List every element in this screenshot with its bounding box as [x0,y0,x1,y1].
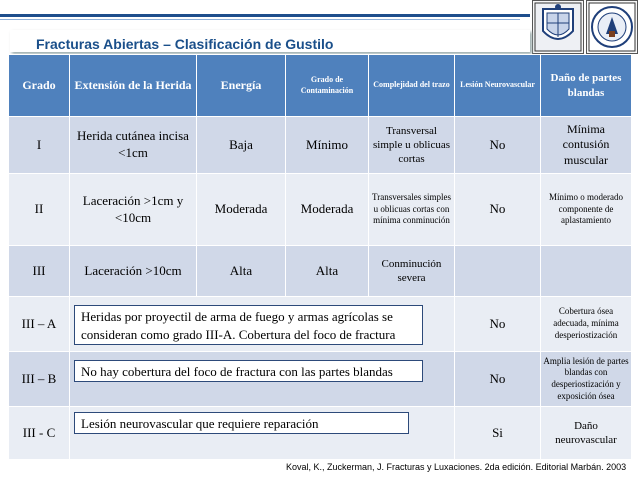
cell-neurovascular [455,246,541,297]
table-row [9,117,632,174]
header-grado: Grado [9,55,70,117]
cell-neurovascular: No [455,117,541,174]
cell-danio: Mínimo o moderado componente de aplastamiento [541,174,632,246]
cell-neurovascular: Si [455,407,541,460]
table-row [9,174,632,246]
cell-neurovascular: No [455,297,541,352]
cell-contaminacion: Moderada [286,174,369,246]
header-danio: Daño de partes blandas [541,55,632,117]
cell-neurovascular: No [455,174,541,246]
citation: Koval, K., Zuckerman, J. Fracturas y Luxaciones. 2da edición. Editorial Marbán. 2003 [286,462,627,472]
cell-grado: III [9,246,70,297]
cell-extension: Laceración >1cm y <10cm [70,174,197,246]
hospital-seal-logo [586,0,638,54]
header-neurovascular: Lesión Neurovascular [455,55,541,117]
cell-contaminacion: Alta [286,246,369,297]
cell-energia: Alta [197,246,286,297]
cell-complejidad: Conminución severa [369,246,455,297]
cell-complejidad: Transversal simple u oblicuas cortas [369,117,455,174]
cell-extension: Herida cutánea incisa <1cm [70,117,197,174]
note-grade-iiic: Lesión neurovascular que requiere reparación [74,412,409,434]
table-row [9,246,632,297]
cell-energia: Baja [197,117,286,174]
cell-complejidad: Transversales simples u oblicuas cortas con mínima conminución [369,174,455,246]
header-energia: Energía [197,55,286,117]
top-accent-line [0,19,520,20]
cell-energia: Moderada [197,174,286,246]
cell-neurovascular: No [455,352,541,407]
note-grade-iiia: Heridas por proyectil de arma de fuego y armas agrícolas se consideran como grado III-A. Cobertura del foco de fractura [74,305,423,345]
header-complejidad: Complejidad del trazo [369,55,455,117]
cell-grado: II [9,174,70,246]
cell-danio: Mínima contusión muscular [541,117,632,174]
cell-danio: Daño neurovascular [541,407,632,460]
cell-danio: Cobertura ósea adecuada, mínima desperiostización [541,297,632,352]
cell-contaminacion: Mínimo [286,117,369,174]
cell-grado: I [9,117,70,174]
header-extension: Extensión de la Herida [70,55,197,117]
note-grade-iiib: No hay cobertura del foco de fractura con las partes blandas [74,360,423,382]
university-shield-logo [532,0,584,54]
cell-grado: III – B [9,352,70,407]
cell-danio [541,246,632,297]
page-title: Fracturas Abiertas – Clasificación de Gustilo [36,36,334,52]
header-contaminacion: Grado de Contaminación [286,55,369,117]
top-accent-bar [0,14,530,17]
cell-extension: Laceración >10cm [70,246,197,297]
gustilo-classification-table [8,54,632,460]
cell-grado: III – A [9,297,70,352]
cell-danio: Amplia lesión de partes blandas con desperiostización y exposición ósea [541,352,632,407]
cell-grado: III - C [9,407,70,460]
